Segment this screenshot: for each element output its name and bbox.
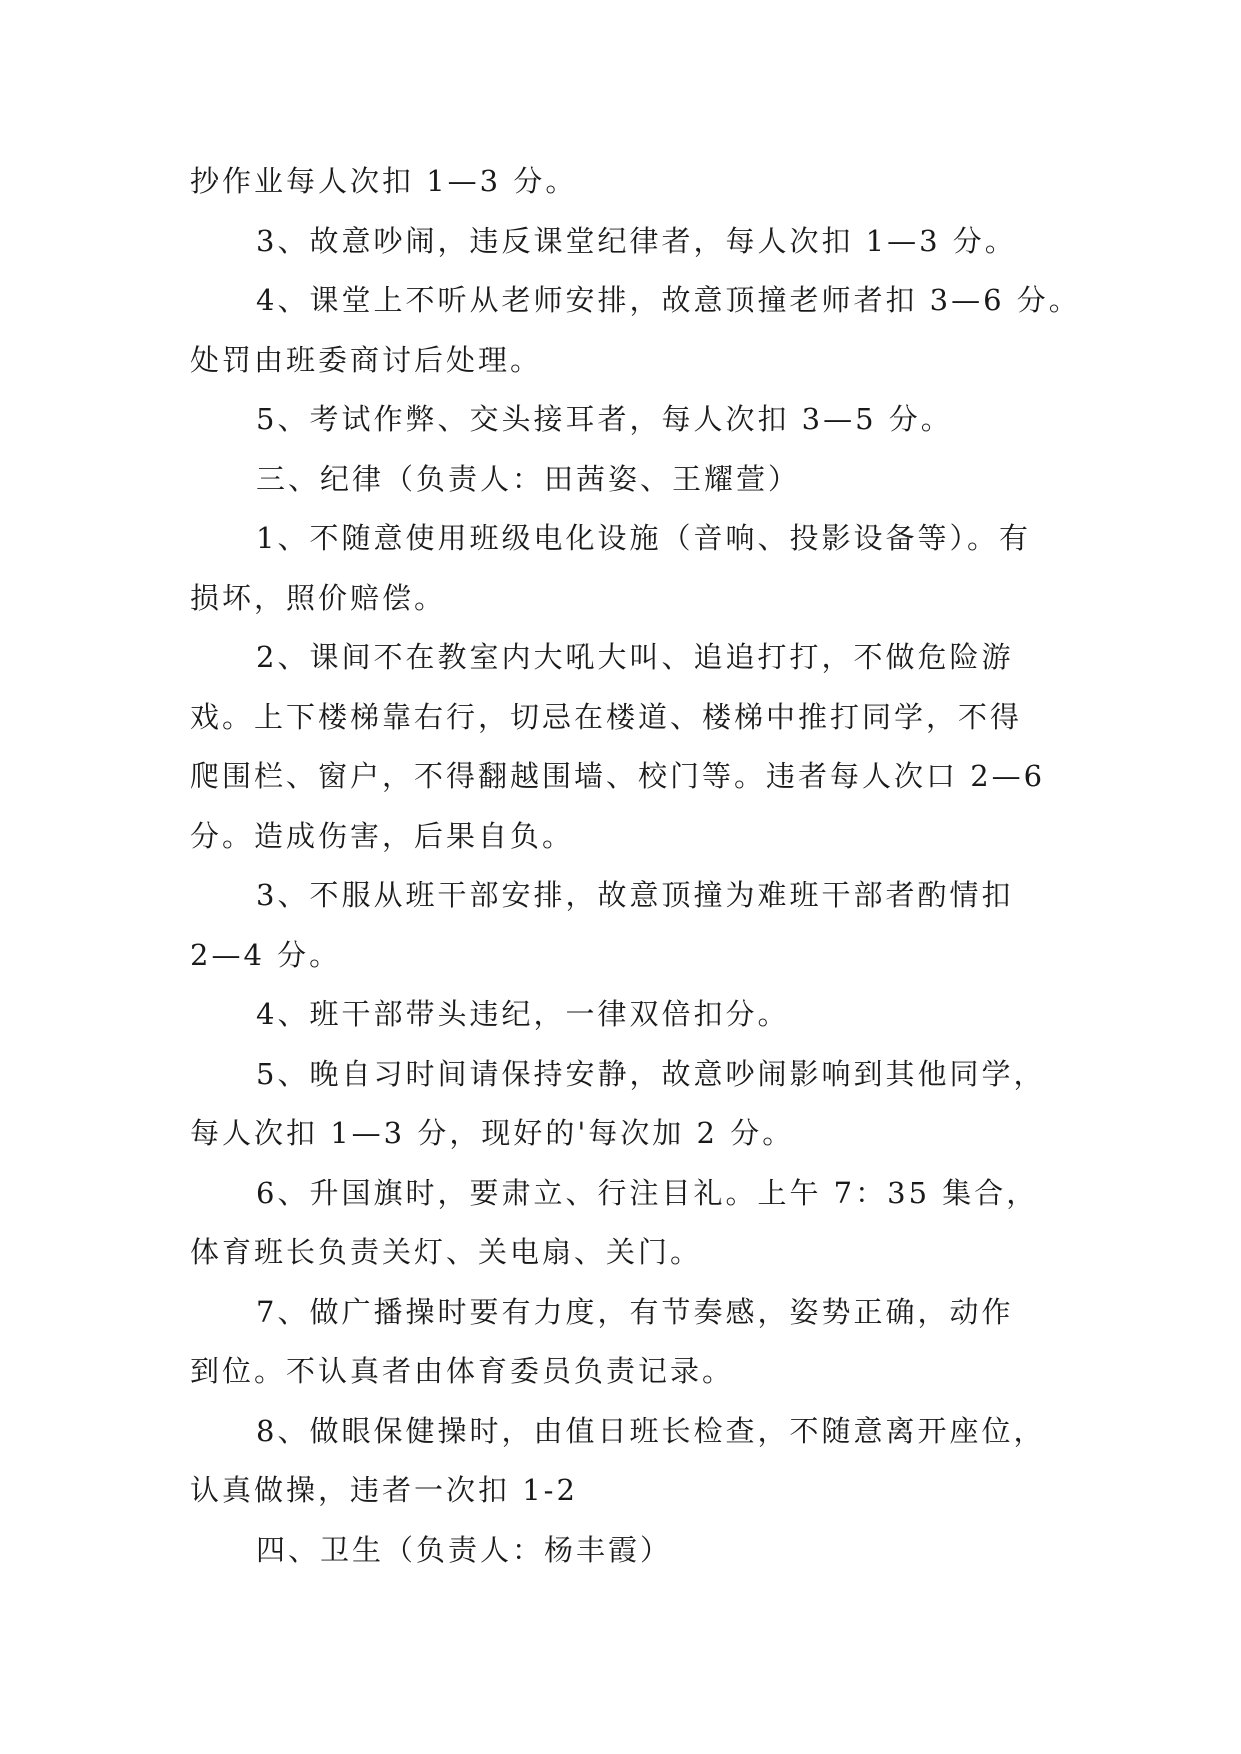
text-line: 3、不服从班干部安排，故意顶撞为难班干部者酌情扣 — [256, 878, 1014, 912]
text-line: 4、班干部带头违纪，一律双倍扣分。 — [256, 997, 790, 1031]
text-line: 3、故意吵闹，违反课堂纪律者，每人次扣 1—3 分。 — [256, 223, 1017, 258]
text-line: 分。造成伤害，后果自负。 — [190, 818, 575, 853]
text-line: 2、课间不在教室内大吼大叫、追追打打，不做危险游 — [256, 640, 1014, 674]
section-heading: 三、纪律（负责人：田茜姿、王耀萱） — [256, 461, 801, 496]
text-line: 5、晚自习时间请保持安静，故意吵闹影响到其他同学， — [256, 1056, 1046, 1091]
text-line: 1、不随意使用班级电化设施（音响、投影设备等）。有 — [256, 521, 1031, 555]
text-line: 认真做操，违者一次扣 1-2 — [190, 1473, 578, 1507]
text-line: 4、课堂上不听从老师安排，故意顶撞老师者扣 3—6 分。 — [256, 283, 1081, 317]
section-heading: 四、卫生（负责人：杨丰霞） — [256, 1532, 673, 1567]
text-line: 处罚由班委商讨后处理。 — [190, 342, 543, 377]
text-line: 8、做眼保健操时，由值日班长检查，不随意离开座位， — [256, 1413, 1046, 1448]
text-line: 2—4 分。 — [190, 937, 342, 972]
text-line: 每人次扣 1—3 分，现好的'每次加 2 分。 — [190, 1116, 795, 1150]
text-line: 爬围栏、窗户，不得翻越围墙、校门等。违者每人次口 2—6 — [190, 759, 1046, 793]
text-line: 7、做广播操时要有力度，有节奏感，姿势正确，动作 — [256, 1294, 1014, 1329]
text-line: 5、考试作弊、交头接耳者，每人次扣 3—5 分。 — [256, 402, 953, 436]
document-body — [190, 152, 1081, 1580]
text-line: 到位。不认真者由体育委员负责记录。 — [190, 1354, 735, 1388]
text-line: 6、升国旗时，要肃立、行注目礼。上午 7：35 集合， — [256, 1175, 1039, 1210]
text-line: 抄作业每人次扣 1—3 分。 — [190, 164, 578, 198]
text-line: 损坏，照价赔偿。 — [190, 580, 447, 615]
text-line: 戏。上下楼梯靠右行，切忌在楼道、楼梯中推打同学，不得 — [190, 699, 1023, 734]
text-line: 体育班长负责关灯、关电扇、关门。 — [190, 1235, 703, 1269]
